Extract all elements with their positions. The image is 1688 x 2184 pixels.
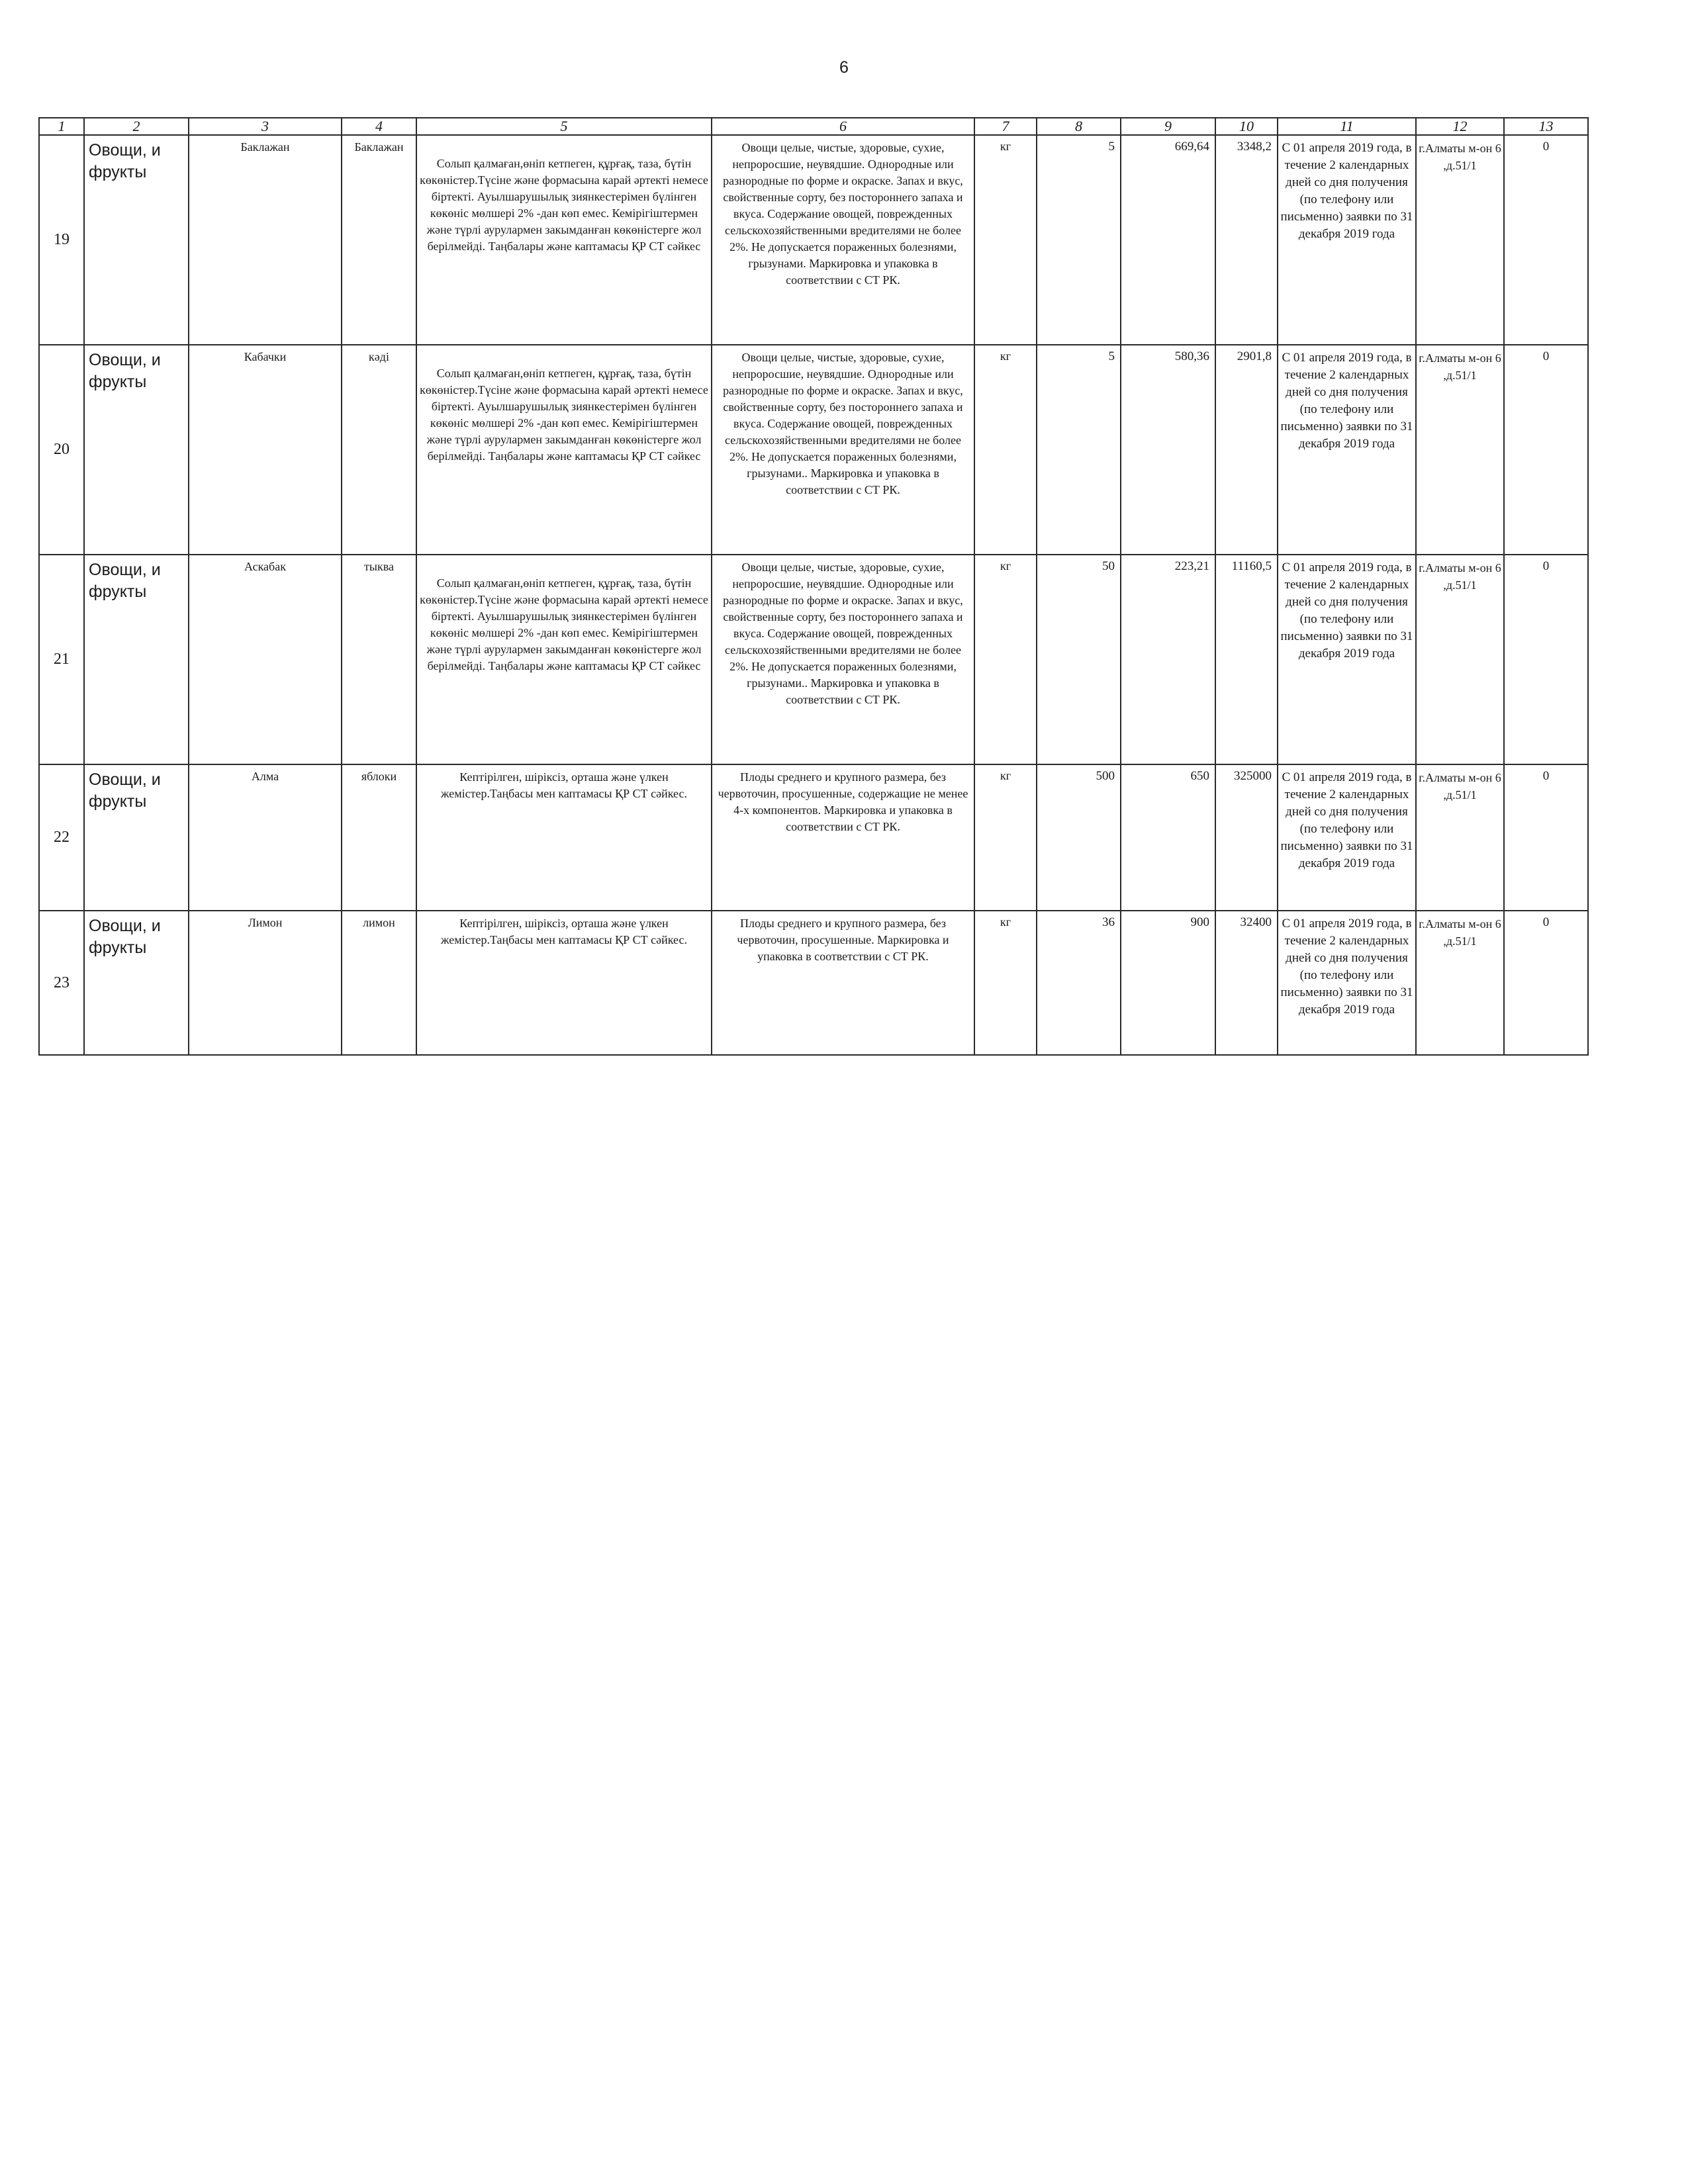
advance-cell: 0: [1504, 555, 1588, 764]
price-cell: 650: [1121, 764, 1215, 911]
table-row: [39, 911, 1588, 1055]
name-ru-cell: Алма: [189, 764, 342, 911]
category-cell: Овощи, и фрукты: [84, 555, 189, 764]
row-number: 21: [39, 555, 84, 764]
quantity-cell: 500: [1037, 764, 1121, 911]
price-cell: 223,21: [1121, 555, 1215, 764]
description-ru-cell: Овощи целые, чистые, здоровые, сухие, непроросшие, неувядшие. Однородные или разнородные по форме и окраске. Запах и вкус, свойственные сорту, без постороннего запаха и вкуса. Содержание овощей, поврежденных сельскохозяйственными вредителями не более 2%. Не допускается пораженных болезнями, грызунами.. Маркировка и упаковка в соответствии с СТ РК.: [712, 555, 974, 764]
name-kz-cell: тыква: [342, 555, 416, 764]
column-number: 1: [39, 118, 84, 135]
deadline-cell: С 01 апреля 2019 года, в течение 2 календарных дней со дня получения (по телефону или письменно) заявки по 31 декабря 2019 года: [1278, 764, 1416, 911]
description-kz-cell: Солып қалмаған,өніп кетпеген, құрғақ, таза, бүтін көкөністер.Түсіне және формасына карай әртекті немесе біртекті. Ауылшарушылық зиянкестерімен бүлінген көкөніс мөлшері 2% -дан көп емес. Кемірігіштермен және түрлі аурулармен закымданған көкөністерге жол берілмейді. Таңбалары және каптамасы ҚР СТ сәйкес: [416, 345, 712, 555]
quantity-cell: 36: [1037, 911, 1121, 1055]
sum-cell: 3348,2: [1215, 135, 1278, 345]
deadline-cell: С 01 апреля 2019 года, в течение 2 календарных дней со дня получения (по телефону или письменно) заявки по 31 декабря 2019 года: [1278, 555, 1416, 764]
unit-cell: кг: [974, 911, 1037, 1055]
name-ru-cell: Кабачки: [189, 345, 342, 555]
description-ru-cell: Овощи целые, чистые, здоровые, сухие, непроросшие, неувядшие. Однородные или разнородные по форме и окраске. Запах и вкус, свойственные сорту, без постороннего запаха и вкуса. Содержание овощей, поврежденных сельскохозяйственными вредителями не более 2%. Не допускается пораженных болезнями, грызунами. Маркировка и упаковка в соответствии с СТ РК.: [712, 135, 974, 345]
advance-cell: 0: [1504, 911, 1588, 1055]
unit-cell: кг: [974, 555, 1037, 764]
description-ru-cell: Плоды среднего и крупного размера, без червоточин, просушенные, содержащие не менее 4-х компонентов. Маркировка и упаковка в соответствии с СТ РК.: [712, 764, 974, 911]
name-ru-cell: Аскабак: [189, 555, 342, 764]
deadline-cell: С 01 апреля 2019 года, в течение 2 календарных дней со дня получения (по телефону или письменно) заявки по 31 декабря 2019 года: [1278, 911, 1416, 1055]
price-cell: 669,64: [1121, 135, 1215, 345]
advance-cell: 0: [1504, 764, 1588, 911]
row-number: 22: [39, 764, 84, 911]
name-kz-cell: лимон: [342, 911, 416, 1055]
column-number: 9: [1121, 118, 1215, 135]
name-ru-cell: Баклажан: [189, 135, 342, 345]
unit-cell: кг: [974, 345, 1037, 555]
description-kz-cell: Солып қалмаған,өніп кетпеген, құрғақ, таза, бүтін көкөністер.Түсіне және формасына карай әртекті немесе біртекті. Ауылшарушылық зиянкестерімен бүлінген көкөніс мөлшері 2% -дан көп емес. Кемірігіштермен және түрлі аурулармен закымданған көкөністерге жол берілмейді. Таңбалары және каптамасы ҚР СТ сәйкес: [416, 135, 712, 345]
advance-cell: 0: [1504, 345, 1588, 555]
advance-cell: 0: [1504, 135, 1588, 345]
quantity-cell: 5: [1037, 135, 1121, 345]
table-row: [39, 345, 1588, 555]
address-cell: г.Алматы м-он 6 ,д.51/1: [1416, 555, 1504, 764]
row-number: 19: [39, 135, 84, 345]
table-row: [39, 764, 1588, 911]
description-kz-cell: Солып қалмаған,өніп кетпеген, құрғақ, таза, бүтін көкөністер.Түсіне және формасына карай әртекті немесе біртекті. Ауылшарушылық зиянкестерімен бүлінген көкөніс мөлшері 2% -дан көп емес. Кемірігіштермен және түрлі аурулармен закымданған көкөністерге жол берілмейді. Таңбалары және каптамасы ҚР СТ сәйкес: [416, 555, 712, 764]
table-row: [39, 135, 1588, 345]
page-number: 6: [839, 58, 849, 77]
category-cell: Овощи, и фрукты: [84, 345, 189, 555]
price-cell: 580,36: [1121, 345, 1215, 555]
column-number: 4: [342, 118, 416, 135]
category-cell: Овощи, и фрукты: [84, 764, 189, 911]
deadline-cell: С 01 апреля 2019 года, в течение 2 календарных дней со дня получения (по телефону или письменно) заявки по 31 декабря 2019 года: [1278, 135, 1416, 345]
name-kz-cell: кәді: [342, 345, 416, 555]
sum-cell: 11160,5: [1215, 555, 1278, 764]
name-ru-cell: Лимон: [189, 911, 342, 1055]
column-number: 13: [1504, 118, 1588, 135]
column-number: 2: [84, 118, 189, 135]
address-cell: г.Алматы м-он 6 ,д.51/1: [1416, 911, 1504, 1055]
sum-cell: 325000: [1215, 764, 1278, 911]
quantity-cell: 5: [1037, 345, 1121, 555]
description-kz-cell: Кептірілген, шіріксіз, орташа және үлкен жемістер.Таңбасы мен каптамасы ҚР СТ сәйкес.: [416, 911, 712, 1055]
price-cell: 900: [1121, 911, 1215, 1055]
sum-cell: 2901,8: [1215, 345, 1278, 555]
column-number: 11: [1278, 118, 1416, 135]
description-kz-cell: Кептірілген, шіріксіз, орташа және үлкен жемістер.Таңбасы мен каптамасы ҚР СТ сәйкес.: [416, 764, 712, 911]
column-number: 8: [1037, 118, 1121, 135]
category-cell: Овощи, и фрукты: [84, 911, 189, 1055]
row-number: 23: [39, 911, 84, 1055]
address-cell: г.Алматы м-он 6 ,д.51/1: [1416, 345, 1504, 555]
unit-cell: кг: [974, 764, 1037, 911]
address-cell: г.Алматы м-он 6 ,д.51/1: [1416, 135, 1504, 345]
name-kz-cell: яблоки: [342, 764, 416, 911]
column-number: 3: [189, 118, 342, 135]
column-number: 12: [1416, 118, 1504, 135]
description-ru-cell: Овощи целые, чистые, здоровые, сухие, непроросшие, неувядшие. Однородные или разнородные по форме и окраске. Запах и вкус, свойственные сорту, без постороннего запаха и вкуса. Содержание овощей, поврежденных сельскохозяйственными вредителями не более 2%. Не допускается пораженных болезнями, грызунами.. Маркировка и упаковка в соответствии с СТ РК.: [712, 345, 974, 555]
category-cell: Овощи, и фрукты: [84, 135, 189, 345]
deadline-cell: С 01 апреля 2019 года, в течение 2 календарных дней со дня получения (по телефону или письменно) заявки по 31 декабря 2019 года: [1278, 345, 1416, 555]
column-number-row: [39, 118, 1588, 135]
row-number: 20: [39, 345, 84, 555]
column-number: 7: [974, 118, 1037, 135]
quantity-cell: 50: [1037, 555, 1121, 764]
unit-cell: кг: [974, 135, 1037, 345]
description-ru-cell: Плоды среднего и крупного размера, без червоточин, просушенные. Маркировка и упаковка в соответствии с СТ РК.: [712, 911, 974, 1055]
name-kz-cell: Баклажан: [342, 135, 416, 345]
sum-cell: 32400: [1215, 911, 1278, 1055]
procurement-table: [38, 117, 1589, 1056]
column-number: 5: [416, 118, 712, 135]
address-cell: г.Алматы м-он 6 ,д.51/1: [1416, 764, 1504, 911]
column-number: 10: [1215, 118, 1278, 135]
column-number: 6: [712, 118, 974, 135]
table-row: [39, 555, 1588, 764]
